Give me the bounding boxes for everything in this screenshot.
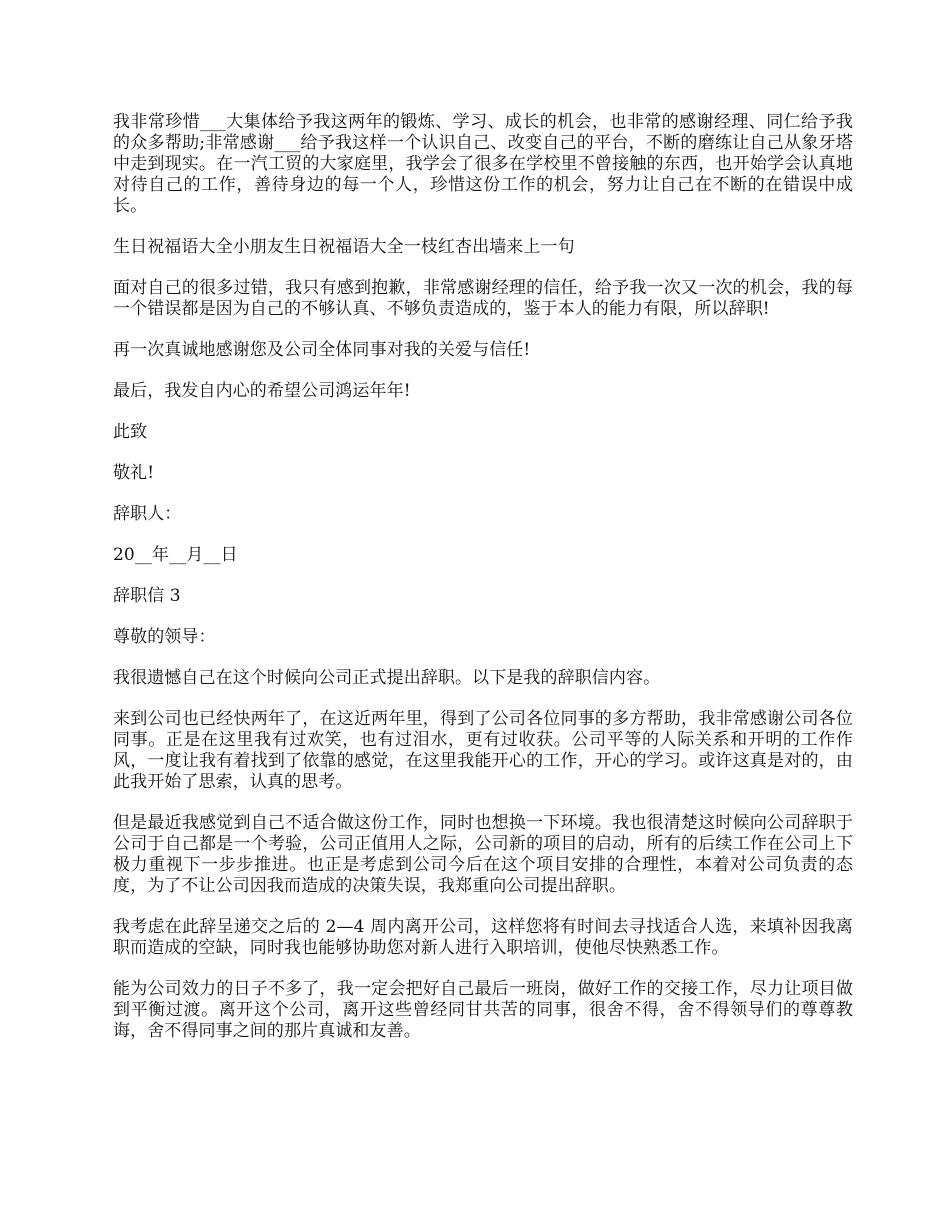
paragraph-apology: 面对自己的很多过错，我只有感到抱歉，非常感谢经理的信任，给予我一次又一次的机会，我的每一个错误都是因为自己的不够认真、不够负责造成的，鉴于本人的能力有限，所以辞职! (113, 278, 853, 319)
paragraph-thanks: 再一次真诚地感谢您及公司全体同事对我的关爱与信任! (113, 340, 531, 360)
paragraph-timeline: 我考虑在此辞呈递交之后的 2—4 周内离开公司，这样您将有时间去寻找适合人选，来填补因我离职而造成的空缺，同时我也能够协助您对新人进行入职培训，使他尽快熟悉工作。 (113, 917, 853, 958)
paragraph-reason: 但是最近我感觉到自己不适合做这份工作，同时也想换一下环境。我也很清楚这时候向公司辞职于公司于自己都是一个考验，公司正值用人之际，公司新的项目的启动，所有的后续工作在公司上下极力重视下一步步推进。也正是考虑到公司今后在这个项目安排的合理性，本着对公司负责的态度，为了不让公司因我而造成的决策失误，我郑重向公司提出辞职。 (113, 813, 853, 896)
signature-label: 辞职人： (113, 504, 182, 524)
document-body (113, 112, 853, 1062)
paragraph-gratitude: 我非常珍惜___大集体给予我这两年的锻炼、学习、成长的机会，也非常的感谢经理、同仁给予我的众多帮助;非常感谢___给予我这样一个认识自己、改变自己的平台，不断的磨练让自己从象牙塔中走到现实。在一汽工贸的大家庭里，我学会了很多在学校里不曾接触的东西，也开始学会认真地对待自己的工作，善待身边的每一个人，珍惜这份工作的机会，努力让自己在不断的在错误中成长。 (113, 112, 853, 216)
greeting: 尊敬的领导： (113, 627, 216, 647)
date-line: 20__年__月__日 (113, 545, 238, 565)
paragraph-experience: 来到公司也已经快两年了，在这近两年里，得到了公司各位同事的多方帮助，我非常感谢公司各位同事。正是在这里我有过欢笑，也有过泪水，更有过收获。公司平等的人际关系和开明的工作作风，一度让我有着找到了依靠的感觉，在这里我能开心的工作，开心的学习。或许这真是对的，由此我开始了思索，认真的思考。 (113, 709, 853, 792)
closing-regards: 敬礼! (113, 463, 155, 483)
closing-salutation: 此致 (113, 422, 148, 442)
paragraph-farewell: 能为公司效力的日子不多了，我一定会把好自己最后一班岗，做好工作的交接工作，尽力让项目做到平衡过渡。离开这个公司，离开这些曾经同甘共苦的同事，很舍不得，舍不得领导们的尊尊教诲，舍不得同事之间的那片真诚和友善。 (113, 979, 853, 1041)
paragraph-wishes: 最后，我发自内心的希望公司鸿运年年! (113, 381, 411, 401)
paragraph-stray-line: 生日祝福语大全小朋友生日祝福语大全一枝红杏出墙来上一句 (113, 237, 575, 257)
section-heading: 辞职信 3 (113, 586, 181, 606)
paragraph-intro: 我很遗憾自己在这个时候向公司正式提出辞职。以下是我的辞职信内容。 (113, 668, 661, 688)
